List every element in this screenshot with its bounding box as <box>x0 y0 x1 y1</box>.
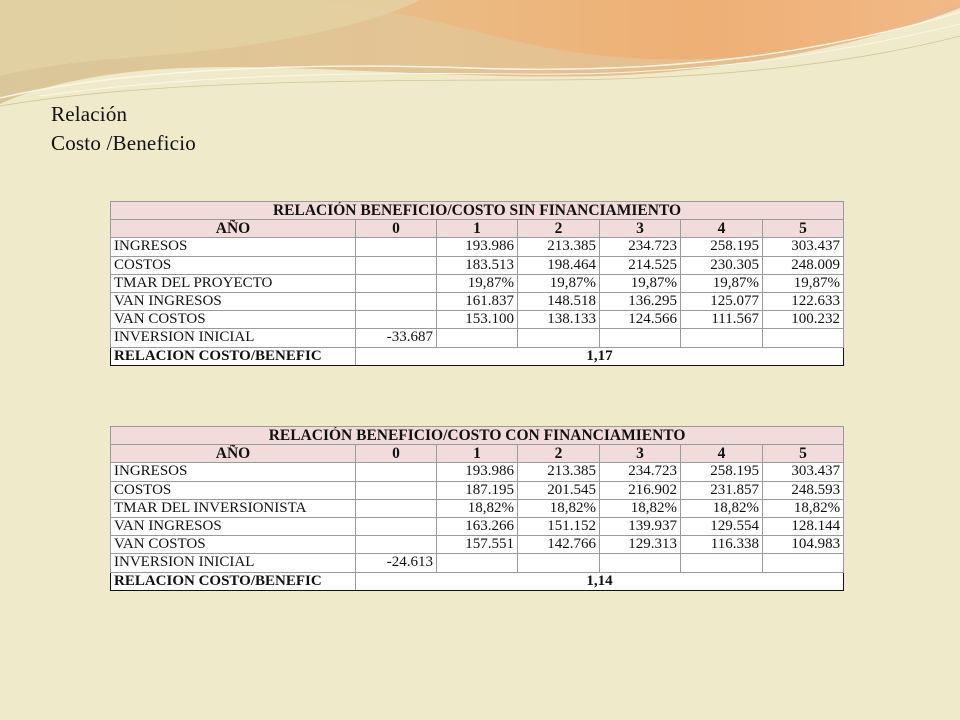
table-cell <box>437 329 518 347</box>
header-cell: 0 <box>356 220 437 238</box>
table-cell: -24.613 <box>356 554 437 572</box>
table-cell: 234.723 <box>600 463 681 481</box>
table-row <box>111 256 844 274</box>
table-row <box>111 274 844 292</box>
table-cell: 125.077 <box>681 292 763 310</box>
header-cell: 3 <box>600 220 681 238</box>
table-cell: 19,87% <box>600 274 681 292</box>
table-cell: 303.437 <box>763 238 844 256</box>
table-cell: 193.986 <box>437 238 518 256</box>
table-cell: 303.437 <box>763 463 844 481</box>
row-label: INVERSION INICIAL <box>111 329 356 347</box>
table-sin-financiamiento <box>110 201 844 366</box>
table-cell: 139.937 <box>600 517 681 535</box>
total-value: 1,14 <box>356 572 844 590</box>
table-row <box>111 292 844 310</box>
table-cell: -33.687 <box>356 329 437 347</box>
table-cell: 19,87% <box>518 274 600 292</box>
header-cell: 2 <box>518 220 600 238</box>
header-cell: 1 <box>437 220 518 238</box>
table-cell: 18,82% <box>681 499 763 517</box>
total-row <box>111 572 844 590</box>
table-row <box>111 499 844 517</box>
table-cell <box>681 554 763 572</box>
table-cell: 248.009 <box>763 256 844 274</box>
table-title-row <box>111 427 844 445</box>
table-cell: 157.551 <box>437 536 518 554</box>
row-label: INGRESOS <box>111 238 356 256</box>
slide-title <box>51 100 196 158</box>
table-cell: 214.525 <box>600 256 681 274</box>
header-cell: AÑO <box>111 445 356 463</box>
table-row <box>111 311 844 329</box>
table-cell <box>356 256 437 274</box>
table-cell <box>600 329 681 347</box>
table-cell: 187.195 <box>437 481 518 499</box>
table-cell <box>356 517 437 535</box>
table-cell: 100.232 <box>763 311 844 329</box>
table-cell <box>356 536 437 554</box>
table-row <box>111 463 844 481</box>
table-cell: 129.313 <box>600 536 681 554</box>
table-cell: 201.545 <box>518 481 600 499</box>
table-cell <box>437 554 518 572</box>
table-row <box>111 329 844 347</box>
table-cell <box>763 554 844 572</box>
table-cell: 193.986 <box>437 463 518 481</box>
row-label: COSTOS <box>111 481 356 499</box>
table-cell: 124.566 <box>600 311 681 329</box>
table-cell: 138.133 <box>518 311 600 329</box>
table-cell: 128.144 <box>763 517 844 535</box>
table-cell: 151.152 <box>518 517 600 535</box>
table-cell: 136.295 <box>600 292 681 310</box>
table-cell <box>681 329 763 347</box>
table-cell <box>763 329 844 347</box>
header-cell: 4 <box>681 220 763 238</box>
row-label: TMAR DEL PROYECTO <box>111 274 356 292</box>
table-cell: 153.100 <box>437 311 518 329</box>
table-row <box>111 238 844 256</box>
total-value: 1,17 <box>356 347 844 365</box>
table-cell: 231.857 <box>681 481 763 499</box>
total-row <box>111 347 844 365</box>
table-cell: 216.902 <box>600 481 681 499</box>
table-cell <box>356 499 437 517</box>
table-cell: 258.195 <box>681 463 763 481</box>
table-cell: 19,87% <box>437 274 518 292</box>
row-label: TMAR DEL INVERSIONISTA <box>111 499 356 517</box>
header-cell: 1 <box>437 445 518 463</box>
row-label: VAN INGRESOS <box>111 517 356 535</box>
header-cell: 0 <box>356 445 437 463</box>
table-cell <box>356 292 437 310</box>
table-cell: 122.633 <box>763 292 844 310</box>
table-cell: 129.554 <box>681 517 763 535</box>
table-cell: 18,82% <box>763 499 844 517</box>
table-row <box>111 481 844 499</box>
row-label: INVERSION INICIAL <box>111 554 356 572</box>
table-row <box>111 517 844 535</box>
row-label: INGRESOS <box>111 463 356 481</box>
row-label: VAN COSTOS <box>111 311 356 329</box>
table-cell <box>356 274 437 292</box>
table-cell <box>518 329 600 347</box>
table-cell: 19,87% <box>763 274 844 292</box>
row-label: COSTOS <box>111 256 356 274</box>
table-cell <box>356 238 437 256</box>
slide-title-line2: Costo /Beneficio <box>51 131 196 155</box>
table-cell: 198.464 <box>518 256 600 274</box>
table-cell <box>600 554 681 572</box>
table-cell: 163.266 <box>437 517 518 535</box>
table-cell: 230.305 <box>681 256 763 274</box>
table-cell <box>356 311 437 329</box>
table-title-row <box>111 202 844 220</box>
total-label: RELACION COSTO/BENEFIC <box>111 347 356 365</box>
total-label: RELACION COSTO/BENEFIC <box>111 572 356 590</box>
table-cell: 213.385 <box>518 238 600 256</box>
table-cell <box>518 554 600 572</box>
table-cell: 161.837 <box>437 292 518 310</box>
table-con-financiamiento <box>110 426 844 591</box>
table-cell: 18,82% <box>518 499 600 517</box>
table-header-row <box>111 445 844 463</box>
header-cell: 5 <box>763 445 844 463</box>
table-header-row <box>111 220 844 238</box>
table-cell: 104.983 <box>763 536 844 554</box>
table-cell: 258.195 <box>681 238 763 256</box>
table-cell: 19,87% <box>681 274 763 292</box>
table-title: RELACIÓN BENEFICIO/COSTO SIN FINANCIAMIENTO <box>111 202 844 220</box>
header-cell: 3 <box>600 445 681 463</box>
table-cell: 116.338 <box>681 536 763 554</box>
table-cell: 18,82% <box>600 499 681 517</box>
header-cell: AÑO <box>111 220 356 238</box>
header-cell: 5 <box>763 220 844 238</box>
table-cell <box>356 463 437 481</box>
table-cell: 142.766 <box>518 536 600 554</box>
table-title: RELACIÓN BENEFICIO/COSTO CON FINANCIAMIENTO <box>111 427 844 445</box>
table-row <box>111 536 844 554</box>
table-cell: 18,82% <box>437 499 518 517</box>
table-cell: 183.513 <box>437 256 518 274</box>
table-cell: 234.723 <box>600 238 681 256</box>
table-cell: 148.518 <box>518 292 600 310</box>
header-cell: 2 <box>518 445 600 463</box>
slide-title-line1: Relación <box>51 102 128 126</box>
row-label: VAN INGRESOS <box>111 292 356 310</box>
table-cell: 213.385 <box>518 463 600 481</box>
table-row <box>111 554 844 572</box>
table-cell: 111.567 <box>681 311 763 329</box>
table-cell: 248.593 <box>763 481 844 499</box>
row-label: VAN COSTOS <box>111 536 356 554</box>
table-cell <box>356 481 437 499</box>
header-cell: 4 <box>681 445 763 463</box>
